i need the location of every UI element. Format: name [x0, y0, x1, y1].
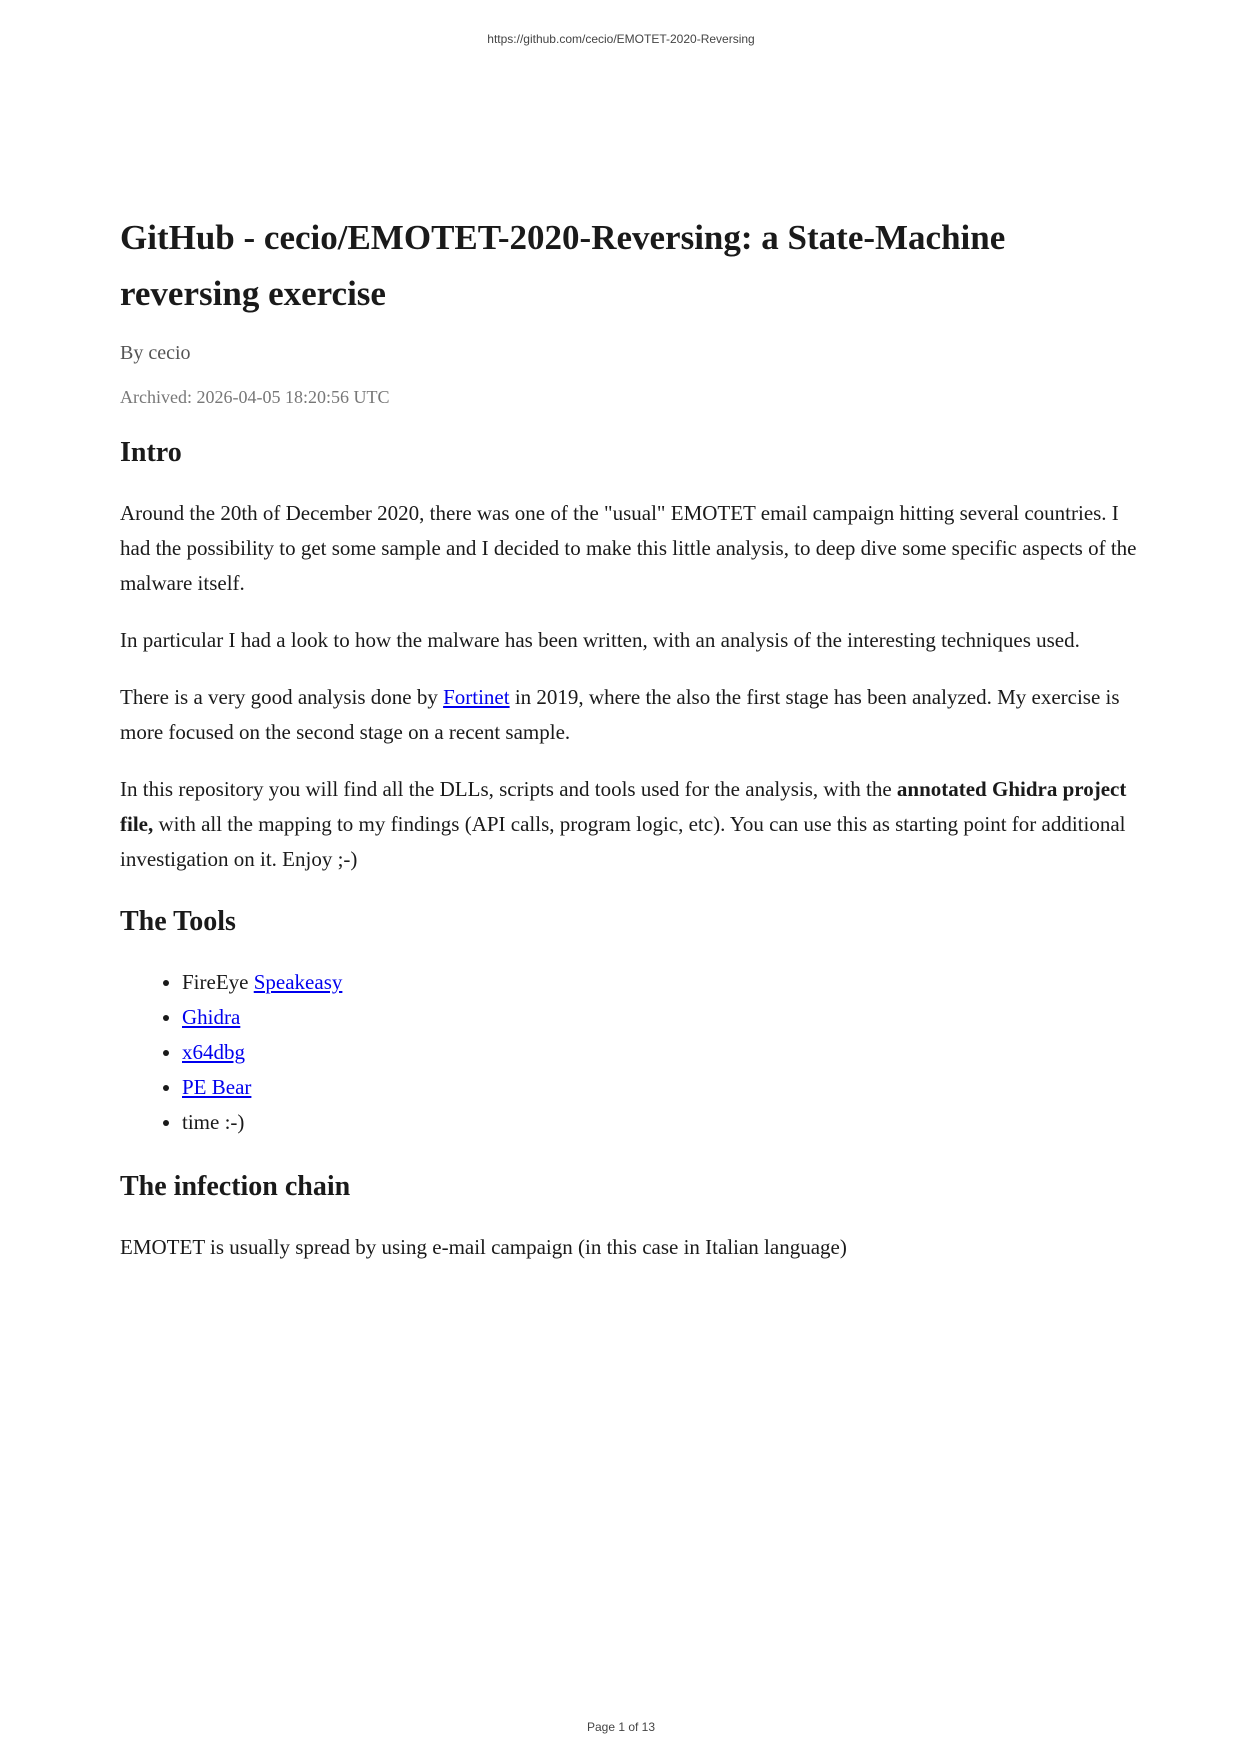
intro-heading: Intro	[120, 437, 182, 468]
intro-paragraph-3-text-end: in 2019, where the also the first stage has been analyzed. My exercise is more focused on the second stage on a recent sample.	[120, 685, 1120, 744]
intro-paragraph-4-text-start: In this repository you will find all the DLLs, scripts and tools used for the analysis, with the	[120, 777, 897, 801]
intro-paragraph-2: In particular I had a look to how the malware has been written, with an analysis of the interesting techniques used.	[120, 628, 1080, 652]
list-item-speakeasy	[182, 965, 1140, 1000]
intro-paragraph-4	[120, 772, 1140, 877]
infection-chain-paragraph: EMOTET is usually spread by using e-mail campaign (in this case in Italian language)	[120, 1235, 847, 1259]
page-header-url: https://github.com/cecio/EMOTET-2020-Reversing	[487, 32, 755, 46]
fortinet-link[interactable]: Fortinet	[443, 685, 510, 709]
intro-paragraph-3-text-start: There is a very good analysis done by	[120, 685, 444, 709]
intro-paragraph-1: Around the 20th of December 2020, there was one of the "usual" EMOTET email campaign hitting several countries. I had the possibility to get some sample and I decided to make this little analysis, to deep dive some specific aspects of the malware itself.	[120, 501, 1137, 595]
article-title: GitHub - cecio/EMOTET-2020-Reversing: a State-Machine reversing exercise	[120, 218, 1006, 313]
list-item-x64dbg	[182, 1035, 1140, 1070]
ghidra-link[interactable]: Ghidra	[182, 1005, 241, 1029]
list-item-pe-bear	[182, 1070, 1140, 1105]
list-item-ghidra	[182, 1000, 1140, 1035]
intro-paragraph-4-text-end: with all the mapping to my findings (API calls, program logic, etc). You can use this as starting point for additional investigation on it. Enjoy ;-)	[120, 812, 1126, 871]
article-byline: By cecio	[120, 342, 191, 364]
page-number: Page 1 of 13	[586, 1720, 656, 1734]
infection-chain-heading: The infection chain	[120, 1171, 351, 1202]
intro-paragraph-3	[120, 680, 1140, 750]
tools-section	[120, 905, 1140, 1140]
archived-timestamp: Archived: 2026-04-05 18:20:56 UTC	[120, 387, 390, 407]
list-item-time: • time :-)	[182, 1105, 1140, 1140]
tools-list	[120, 965, 1140, 1140]
fireeye-prefix: FireEye	[182, 970, 254, 994]
speakeasy-link[interactable]: Speakeasy	[253, 970, 343, 994]
article-content	[120, 210, 1140, 1287]
ghidra-project-emphasis: annotated Ghidra project file,	[120, 777, 1127, 836]
x64dbg-link[interactable]: x64dbg	[182, 1040, 245, 1064]
tools-heading: The Tools	[120, 906, 236, 937]
pe-bear-link[interactable]: PE Bear	[182, 1075, 252, 1099]
